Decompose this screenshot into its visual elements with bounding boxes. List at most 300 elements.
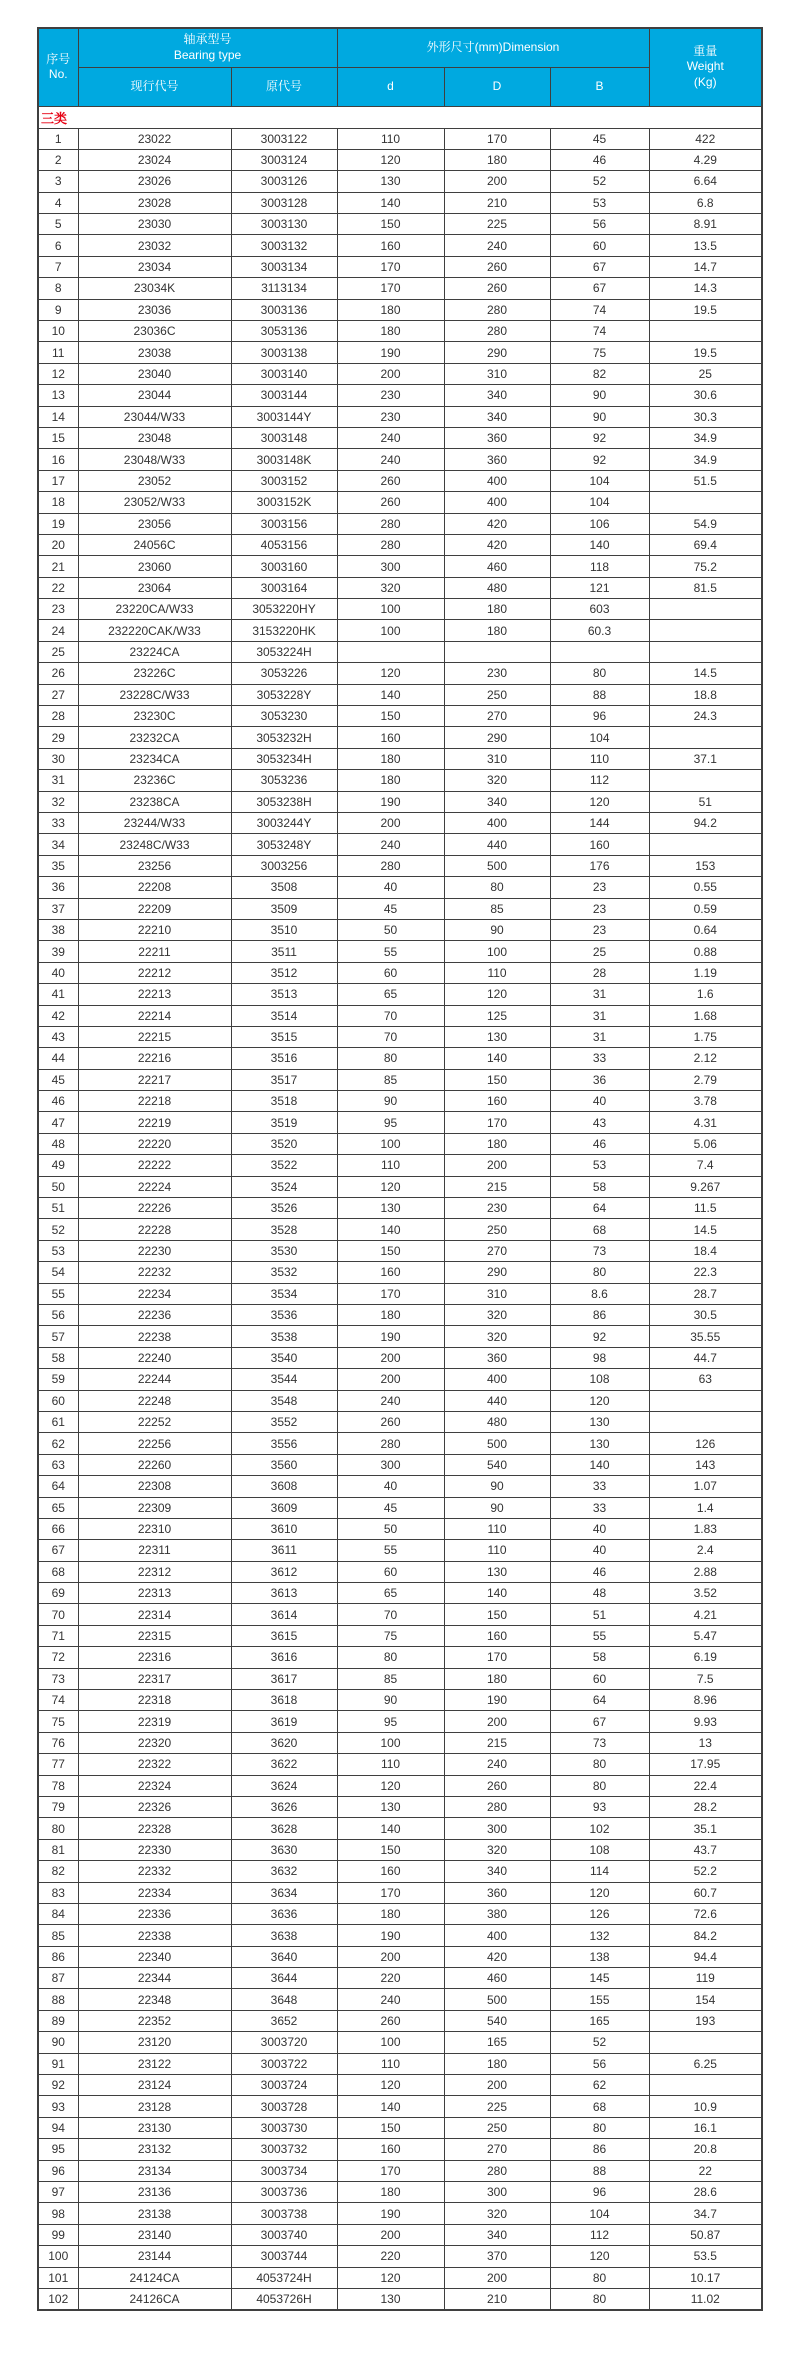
cell-B: 121 <box>550 577 649 598</box>
table-row <box>38 1347 762 1368</box>
cell-D: 230 <box>444 1198 550 1219</box>
cell-B: 68 <box>550 1219 649 1240</box>
cell-weight: 34.9 <box>649 427 762 448</box>
cell-no: 2 <box>38 149 78 170</box>
cell-D: 160 <box>444 1091 550 1112</box>
cell-current_code: 22224 <box>78 1176 231 1197</box>
cell-B: 40 <box>550 1518 649 1539</box>
cell-original_code: 3003134 <box>231 256 337 277</box>
table-row <box>38 663 762 684</box>
cell-B: 60 <box>550 235 649 256</box>
cell-weight: 94.4 <box>649 1946 762 1967</box>
cell-D: 200 <box>444 171 550 192</box>
cell-current_code: 22311 <box>78 1540 231 1561</box>
cell-d: 160 <box>337 235 444 256</box>
cell-B: 67 <box>550 278 649 299</box>
cell-d: 120 <box>337 1176 444 1197</box>
cell-weight: 9.93 <box>649 1711 762 1732</box>
cell-no: 100 <box>38 2246 78 2267</box>
cell-d: 120 <box>337 1775 444 1796</box>
cell-no: 101 <box>38 2267 78 2288</box>
table-row <box>38 1882 762 1903</box>
cell-B: 106 <box>550 513 649 534</box>
cell-B: 25 <box>550 941 649 962</box>
cell-original_code: 3003736 <box>231 2182 337 2203</box>
cell-D: 320 <box>444 1839 550 1860</box>
cell-weight: 3.78 <box>649 1091 762 1112</box>
cell-no: 14 <box>38 406 78 427</box>
cell-weight: 8.96 <box>649 1690 762 1711</box>
table-row <box>38 984 762 1005</box>
cell-D: 400 <box>444 492 550 513</box>
cell-weight <box>649 1411 762 1432</box>
cell-d: 170 <box>337 1882 444 1903</box>
cell-weight: 54.9 <box>649 513 762 534</box>
cell-weight: 16.1 <box>649 2117 762 2138</box>
cell-original_code: 3534 <box>231 1283 337 1304</box>
cell-B: 90 <box>550 406 649 427</box>
cell-current_code: 23120 <box>78 2032 231 2053</box>
cell-original_code: 3536 <box>231 1304 337 1325</box>
cell-original_code: 3517 <box>231 1069 337 1090</box>
cell-weight: 52.2 <box>649 1861 762 1882</box>
cell-d: 240 <box>337 1989 444 2010</box>
cell-original_code: 3630 <box>231 1839 337 1860</box>
cell-weight: 143 <box>649 1454 762 1475</box>
cell-d: 45 <box>337 1497 444 1518</box>
cell-D: 300 <box>444 2182 550 2203</box>
cell-original_code: 3520 <box>231 1133 337 1154</box>
cell-current_code: 22332 <box>78 1861 231 1882</box>
cell-weight: 2.79 <box>649 1069 762 1090</box>
table-row <box>38 2224 762 2245</box>
table-row <box>38 727 762 748</box>
cell-B <box>550 641 649 662</box>
cell-weight: 1.6 <box>649 984 762 1005</box>
cell-B: 31 <box>550 1005 649 1026</box>
table-row <box>38 1497 762 1518</box>
cell-original_code: 3053230 <box>231 706 337 727</box>
cell-current_code: 22340 <box>78 1946 231 1967</box>
cell-no: 20 <box>38 534 78 555</box>
cell-no: 76 <box>38 1732 78 1753</box>
cell-no: 75 <box>38 1711 78 1732</box>
cell-d: 140 <box>337 192 444 213</box>
cell-B: 96 <box>550 2182 649 2203</box>
cell-no: 80 <box>38 1818 78 1839</box>
cell-D: 310 <box>444 748 550 769</box>
cell-d: 100 <box>337 620 444 641</box>
cell-D: 100 <box>444 941 550 962</box>
cell-current_code: 23244/W33 <box>78 813 231 834</box>
cell-no: 78 <box>38 1775 78 1796</box>
cell-current_code: 22208 <box>78 877 231 898</box>
cell-d: 150 <box>337 1240 444 1261</box>
cell-D: 340 <box>444 1861 550 1882</box>
cell-original_code: 3532 <box>231 1262 337 1283</box>
cell-weight <box>649 492 762 513</box>
cell-no: 93 <box>38 2096 78 2117</box>
cell-no: 82 <box>38 1861 78 1882</box>
cell-d: 180 <box>337 299 444 320</box>
cell-weight: 43.7 <box>649 1839 762 1860</box>
cell-d: 60 <box>337 1561 444 1582</box>
cell-weight: 34.9 <box>649 449 762 470</box>
cell-original_code: 3638 <box>231 1925 337 1946</box>
table-row <box>38 2117 762 2138</box>
cell-original_code: 3522 <box>231 1155 337 1176</box>
cell-original_code: 3608 <box>231 1476 337 1497</box>
table-row <box>38 1091 762 1112</box>
cell-original_code: 3652 <box>231 2010 337 2031</box>
cell-d: 60 <box>337 962 444 983</box>
table-row <box>38 684 762 705</box>
cell-current_code: 22216 <box>78 1048 231 1069</box>
cell-weight: 7.4 <box>649 1155 762 1176</box>
cell-current_code: 23030 <box>78 214 231 235</box>
table-row <box>38 1262 762 1283</box>
bearing-table <box>37 27 763 2311</box>
cell-B: 145 <box>550 1968 649 1989</box>
cell-d: 65 <box>337 984 444 1005</box>
cell-d: 180 <box>337 2182 444 2203</box>
cell-weight: 10.17 <box>649 2267 762 2288</box>
table-row <box>38 1133 762 1154</box>
cell-B: 40 <box>550 1091 649 1112</box>
cell-d: 50 <box>337 1518 444 1539</box>
cell-d: 120 <box>337 2267 444 2288</box>
table-row <box>38 1561 762 1582</box>
cell-d: 130 <box>337 2288 444 2310</box>
cell-original_code: 3113134 <box>231 278 337 299</box>
table-row <box>38 748 762 769</box>
cell-no: 17 <box>38 470 78 491</box>
cell-current_code: 22238 <box>78 1326 231 1347</box>
cell-no: 66 <box>38 1518 78 1539</box>
cell-original_code: 3548 <box>231 1390 337 1411</box>
cell-no: 41 <box>38 984 78 1005</box>
cell-current_code: 22219 <box>78 1112 231 1133</box>
cell-original_code: 3053220HY <box>231 599 337 620</box>
table-row <box>38 577 762 598</box>
cell-original_code: 3003138 <box>231 342 337 363</box>
cell-no: 57 <box>38 1326 78 1347</box>
cell-weight: 1.68 <box>649 1005 762 1026</box>
cell-weight: 13.5 <box>649 235 762 256</box>
table-row <box>38 1989 762 2010</box>
cell-original_code: 3515 <box>231 1026 337 1047</box>
cell-D: 140 <box>444 1048 550 1069</box>
cell-no: 54 <box>38 1262 78 1283</box>
cell-original_code: 3003244Y <box>231 813 337 834</box>
cell-current_code: 23038 <box>78 342 231 363</box>
cell-B: 74 <box>550 321 649 342</box>
table-row <box>38 941 762 962</box>
cell-original_code: 3003730 <box>231 2117 337 2138</box>
cell-d: 280 <box>337 534 444 555</box>
cell-d: 45 <box>337 898 444 919</box>
cell-D: 320 <box>444 1304 550 1325</box>
cell-B: 80 <box>550 2267 649 2288</box>
cell-D: 90 <box>444 919 550 940</box>
cell-D: 200 <box>444 1711 550 1732</box>
cell-original_code: 3513 <box>231 984 337 1005</box>
cell-B: 92 <box>550 427 649 448</box>
table-row <box>38 1390 762 1411</box>
cell-weight: 28.6 <box>649 2182 762 2203</box>
table-row <box>38 2096 762 2117</box>
cell-d: 240 <box>337 1390 444 1411</box>
cell-d: 300 <box>337 1454 444 1475</box>
cell-original_code: 3003126 <box>231 171 337 192</box>
cell-D: 90 <box>444 1497 550 1518</box>
cell-weight: 51 <box>649 791 762 812</box>
cell-no: 15 <box>38 427 78 448</box>
cell-original_code: 3644 <box>231 1968 337 1989</box>
cell-current_code: 23224CA <box>78 641 231 662</box>
cell-no: 45 <box>38 1069 78 1090</box>
cell-d: 240 <box>337 427 444 448</box>
cell-weight: 119 <box>649 1968 762 1989</box>
cell-no: 85 <box>38 1925 78 1946</box>
cell-weight: 63 <box>649 1369 762 1390</box>
table-row <box>38 406 762 427</box>
cell-D: 480 <box>444 577 550 598</box>
header-current-code: 现行代号 <box>78 67 231 106</box>
cell-D: 215 <box>444 1732 550 1753</box>
cell-no: 77 <box>38 1754 78 1775</box>
cell-original_code: 3510 <box>231 919 337 940</box>
cell-d: 160 <box>337 2139 444 2160</box>
table-row <box>38 534 762 555</box>
cell-D: 180 <box>444 1133 550 1154</box>
cell-original_code: 3003164 <box>231 577 337 598</box>
header-B: B <box>550 67 649 106</box>
cell-current_code: 22232 <box>78 1262 231 1283</box>
cell-D: 180 <box>444 149 550 170</box>
cell-original_code: 3053232H <box>231 727 337 748</box>
cell-original_code: 3511 <box>231 941 337 962</box>
cell-original_code: 3518 <box>231 1091 337 1112</box>
header-no-en: No. <box>48 67 68 82</box>
table-row <box>38 1839 762 1860</box>
cell-d: 240 <box>337 834 444 855</box>
cell-original_code: 3003124 <box>231 149 337 170</box>
section-row <box>38 106 762 128</box>
cell-d: 320 <box>337 577 444 598</box>
table-row <box>38 128 762 149</box>
cell-B: 114 <box>550 1861 649 1882</box>
cell-original_code: 3003740 <box>231 2224 337 2245</box>
cell-current_code: 22220 <box>78 1133 231 1154</box>
cell-D: 200 <box>444 2075 550 2096</box>
cell-D: 130 <box>444 1561 550 1582</box>
cell-original_code: 3526 <box>231 1198 337 1219</box>
cell-weight: 6.64 <box>649 171 762 192</box>
table-row <box>38 1668 762 1689</box>
cell-d: 55 <box>337 941 444 962</box>
cell-B: 104 <box>550 470 649 491</box>
cell-current_code: 22228 <box>78 1219 231 1240</box>
cell-original_code: 3003122 <box>231 128 337 149</box>
cell-B: 82 <box>550 363 649 384</box>
cell-no: 53 <box>38 1240 78 1261</box>
cell-weight: 50.87 <box>649 2224 762 2245</box>
cell-d: 200 <box>337 1369 444 1390</box>
table-row <box>38 1155 762 1176</box>
cell-D: 225 <box>444 214 550 235</box>
cell-current_code: 22234 <box>78 1283 231 1304</box>
cell-d: 100 <box>337 2032 444 2053</box>
cell-d: 220 <box>337 1968 444 1989</box>
table-row <box>38 1604 762 1625</box>
cell-original_code: 3053234H <box>231 748 337 769</box>
cell-original_code: 3640 <box>231 1946 337 1967</box>
cell-current_code: 22312 <box>78 1561 231 1582</box>
cell-B: 8.6 <box>550 1283 649 1304</box>
cell-B: 40 <box>550 1540 649 1561</box>
cell-weight: 20.8 <box>649 2139 762 2160</box>
cell-current_code: 23140 <box>78 2224 231 2245</box>
cell-weight: 2.12 <box>649 1048 762 1069</box>
cell-B: 33 <box>550 1048 649 1069</box>
cell-no: 52 <box>38 1219 78 1240</box>
cell-D: 340 <box>444 791 550 812</box>
cell-d: 180 <box>337 770 444 791</box>
cell-current_code: 23128 <box>78 2096 231 2117</box>
cell-original_code: 3003152 <box>231 470 337 491</box>
table-row <box>38 1240 762 1261</box>
cell-current_code: 22315 <box>78 1625 231 1646</box>
cell-original_code: 3636 <box>231 1903 337 1924</box>
cell-no: 23 <box>38 599 78 620</box>
cell-current_code: 22214 <box>78 1005 231 1026</box>
cell-D: 280 <box>444 321 550 342</box>
cell-no: 4 <box>38 192 78 213</box>
table-row <box>38 2160 762 2181</box>
cell-original_code: 3560 <box>231 1454 337 1475</box>
cell-original_code: 3053226 <box>231 663 337 684</box>
cell-current_code: 23032 <box>78 235 231 256</box>
cell-d: 90 <box>337 1091 444 1112</box>
cell-weight: 28.2 <box>649 1796 762 1817</box>
cell-no: 69 <box>38 1583 78 1604</box>
cell-weight <box>649 1390 762 1411</box>
cell-weight: 14.7 <box>649 256 762 277</box>
cell-B: 120 <box>550 1390 649 1411</box>
cell-d: 75 <box>337 1625 444 1646</box>
cell-weight: 18.8 <box>649 684 762 705</box>
cell-original_code: 3003144Y <box>231 406 337 427</box>
cell-original_code: 3624 <box>231 1775 337 1796</box>
table-row <box>38 1476 762 1497</box>
cell-D: 90 <box>444 1476 550 1497</box>
table-row <box>38 1326 762 1347</box>
table-row <box>38 877 762 898</box>
cell-B: 132 <box>550 1925 649 1946</box>
table-row <box>38 1411 762 1432</box>
header-weight-unit: (Kg) <box>693 75 717 90</box>
cell-no: 44 <box>38 1048 78 1069</box>
cell-B: 51 <box>550 1604 649 1625</box>
cell-current_code: 22319 <box>78 1711 231 1732</box>
table-row <box>38 620 762 641</box>
cell-original_code: 3609 <box>231 1497 337 1518</box>
cell-weight <box>649 321 762 342</box>
cell-current_code: 22248 <box>78 1390 231 1411</box>
cell-original_code: 3519 <box>231 1112 337 1133</box>
cell-D: 320 <box>444 2203 550 2224</box>
cell-d: 85 <box>337 1668 444 1689</box>
cell-D: 500 <box>444 855 550 876</box>
table-body <box>38 106 762 2310</box>
table-row <box>38 1690 762 1711</box>
table-row <box>38 791 762 812</box>
cell-B: 46 <box>550 1561 649 1582</box>
cell-current_code: 23232CA <box>78 727 231 748</box>
cell-original_code: 3053224H <box>231 641 337 662</box>
cell-B: 75 <box>550 342 649 363</box>
cell-current_code: 23132 <box>78 2139 231 2160</box>
cell-no: 62 <box>38 1433 78 1454</box>
table-row <box>38 1540 762 1561</box>
cell-weight: 72.6 <box>649 1903 762 1924</box>
cell-current_code: 22317 <box>78 1668 231 1689</box>
cell-current_code: 22211 <box>78 941 231 962</box>
cell-B: 23 <box>550 919 649 940</box>
cell-d <box>337 641 444 662</box>
table-row <box>38 1518 762 1539</box>
cell-original_code: 3648 <box>231 1989 337 2010</box>
cell-weight: 84.2 <box>649 1925 762 1946</box>
cell-d: 160 <box>337 1861 444 1882</box>
cell-D: 125 <box>444 1005 550 1026</box>
cell-weight: 9.267 <box>649 1176 762 1197</box>
cell-D: 440 <box>444 834 550 855</box>
table-row <box>38 1861 762 1882</box>
table-row <box>38 1903 762 1924</box>
cell-current_code: 24124CA <box>78 2267 231 2288</box>
cell-B: 176 <box>550 855 649 876</box>
cell-current_code: 22218 <box>78 1091 231 1112</box>
cell-D: 250 <box>444 684 550 705</box>
cell-no: 89 <box>38 2010 78 2031</box>
cell-D: 300 <box>444 1818 550 1839</box>
cell-D: 210 <box>444 2288 550 2310</box>
cell-B: 23 <box>550 898 649 919</box>
cell-weight: 1.07 <box>649 1476 762 1497</box>
cell-no: 11 <box>38 342 78 363</box>
cell-no: 46 <box>38 1091 78 1112</box>
cell-B: 45 <box>550 128 649 149</box>
cell-D: 165 <box>444 2032 550 2053</box>
cell-D: 260 <box>444 278 550 299</box>
cell-weight: 4.29 <box>649 149 762 170</box>
cell-d: 100 <box>337 1732 444 1753</box>
cell-original_code: 3003728 <box>231 2096 337 2117</box>
cell-current_code: 22240 <box>78 1347 231 1368</box>
table-row <box>38 962 762 983</box>
cell-d: 140 <box>337 1219 444 1240</box>
cell-original_code: 3528 <box>231 1219 337 1240</box>
table-row <box>38 192 762 213</box>
cell-current_code: 23220CA/W33 <box>78 599 231 620</box>
cell-original_code: 3626 <box>231 1796 337 1817</box>
cell-no: 97 <box>38 2182 78 2203</box>
cell-D: 270 <box>444 706 550 727</box>
cell-current_code: 22318 <box>78 1690 231 1711</box>
bearing-table-container <box>37 27 763 2311</box>
